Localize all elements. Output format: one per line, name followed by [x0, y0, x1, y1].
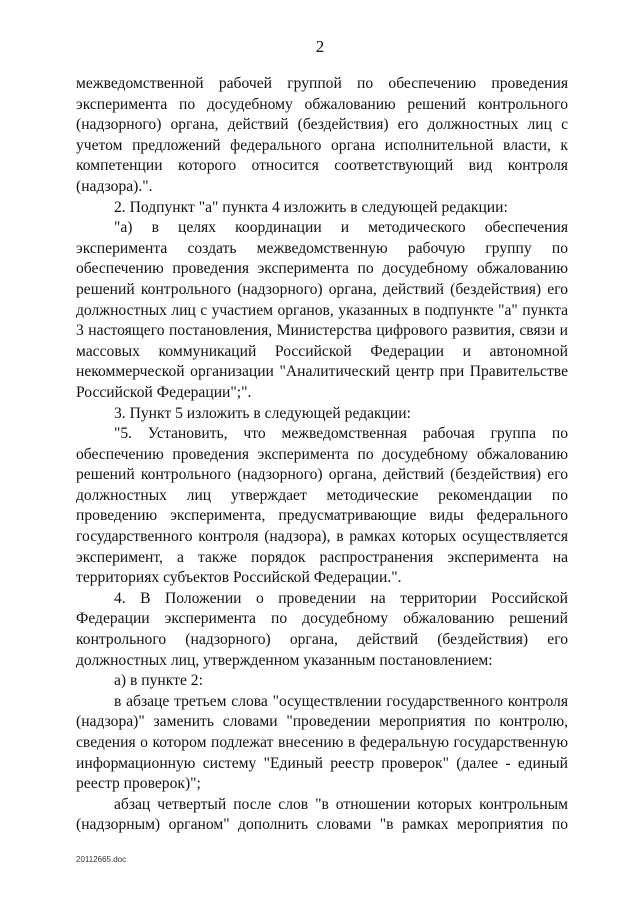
- paragraph: 2. Подпункт "а" пункта 4 изложить в следующей редакции:: [114, 198, 508, 216]
- paragraph-continued: абзац четвертый после слов "в отношении которых контрольным (надзорным) органом" дополнить словами "в рамках мероприятия по: [76, 795, 568, 834]
- page-number: 2: [315, 37, 325, 56]
- paragraph: "5. Установить, что межведомственная рабочая группа по обеспечению проведения эксперимента по досудебному обжалованию решений контрольного (надзорного) органа, действий (бездействия) его должностных лиц утверждает методические рекомендации по проведению эксперимента, предусматривающие виды федерального государственного контроля (надзора), в рамках которых осуществляется эксперимент, а также порядок распространения эксперимента на территориях субъектов Российской Федерации.".: [76, 425, 568, 587]
- paragraph: в абзаце третьем слова "осуществлении государственного контроля (надзора)" заменить словами "проведении мероприятия по контролю, сведения о котором подлежат внесению в федеральную государственную информационную систему "Единый реестр проверок" (далее - единый реестр проверок)";: [76, 692, 568, 793]
- document-body: [76, 74, 568, 836]
- file-name-footer: 20112665.doc: [76, 855, 127, 864]
- paragraph: межведомственной рабочей группой по обеспечению проведения эксперимента по досудебному обжалованию решений контрольного (надзорного) органа, действий (бездействия) его должностных лиц с учетом предложений федерального органа исполнительной власти, к компетенции которого относится соответствующий вид контроля (надзора).".: [76, 75, 568, 195]
- paragraph: а) в пункте 2:: [114, 672, 203, 690]
- paragraph: "а) в целях координации и методического обеспечения эксперимента создать межведомственную рабочую группу по обеспечению проведения эксперимента по досудебному обжалованию решений контрольного (надзорного) органа, действий (бездействия) его должностных лиц с участием органов, указанных в подпункте "а" пункта 3 настоящего постановления, Министерства цифрового развития, связи и массовых коммуникаций Российской Федерации и автономной некоммерческой организации "Аналитический центр при Правительстве Российской Федерации";".: [76, 219, 568, 401]
- paragraph: 3. Пункт 5 изложить в следующей редакции:: [114, 404, 411, 422]
- paragraph: 4. В Положении о проведении на территории Российской Федерации эксперимента по досудебному обжалованию решений контрольного (надзорного) органа, действий (бездействия) его должностных лиц, утвержденном указанным постановлением:: [76, 589, 568, 669]
